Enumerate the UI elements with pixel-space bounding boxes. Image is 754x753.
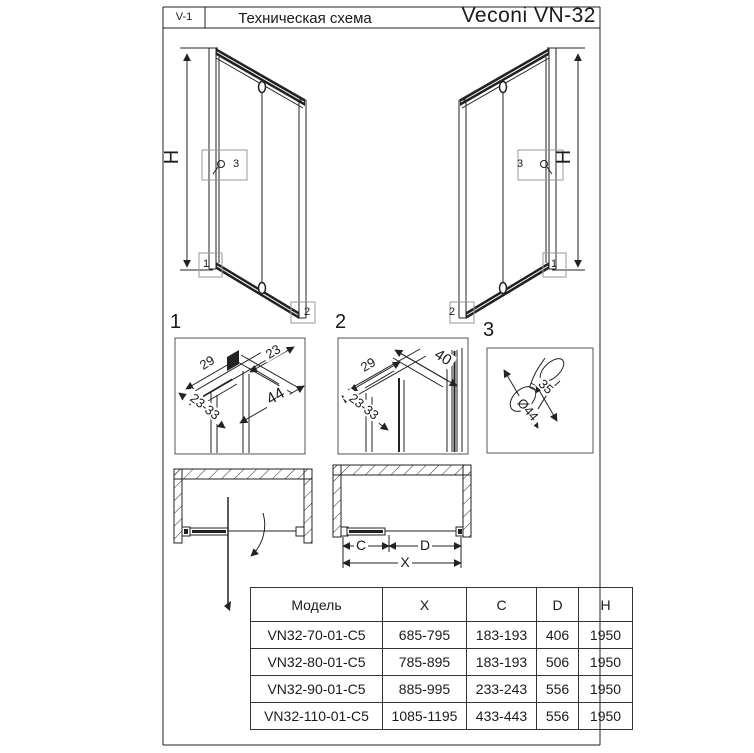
sheet-title: Техническая схема (238, 10, 372, 27)
height-dimension-label-left: H (161, 149, 183, 165)
callout-2-left: 2 (304, 306, 311, 318)
detail-1-dim-29: 29 (194, 351, 220, 373)
size-table-row (251, 622, 633, 649)
detail-1-dim-44: 44 (261, 384, 292, 411)
size-cell: 433-443 (467, 703, 537, 730)
size-table-row (251, 703, 633, 730)
plan-dim-d: D (419, 537, 431, 553)
size-cell: 183-193 (467, 649, 537, 676)
detail-3-dim-35: 35 (535, 376, 557, 397)
size-cell: 1950 (579, 703, 633, 730)
size-cell: 1950 (579, 649, 633, 676)
size-table (250, 587, 633, 730)
callout-3-right: 3 (517, 158, 524, 170)
size-cell: 785-895 (383, 649, 467, 676)
size-table-col-header: H (579, 588, 633, 622)
size-cell: 556 (537, 703, 579, 730)
size-cell: 406 (537, 622, 579, 649)
size-table-row (251, 649, 633, 676)
left-door-drawing (180, 48, 315, 323)
height-dimension-label-right: H (553, 149, 575, 165)
model-cell: VN32-110-01-C5 (251, 703, 383, 730)
size-cell: 556 (537, 676, 579, 703)
size-table-row (251, 676, 633, 703)
size-table-col-header: Модель (251, 588, 383, 622)
plan-dim-c: C (355, 537, 367, 553)
model-cell: VN32-80-01-C5 (251, 649, 383, 676)
detail-2-label: 2 (335, 311, 347, 333)
brand-model-title: Veconi VN-32 (461, 4, 596, 27)
size-table-header (251, 588, 633, 622)
detail-3-drawing (487, 348, 593, 453)
callout-2-right: 2 (449, 306, 456, 318)
detail-1-dim-23: 23 (260, 340, 286, 362)
detail-1-dim-23-33: 23-33 (184, 388, 227, 425)
size-table-col-header: X (383, 588, 467, 622)
size-table-col-header: C (467, 588, 537, 622)
doc-code: V-1 (175, 11, 193, 23)
size-cell: 233-243 (467, 676, 537, 703)
detail-2-dim-29: 29 (355, 353, 381, 375)
detail-1-label: 1 (170, 311, 182, 333)
plan-view-dimensions (333, 465, 471, 568)
size-cell: 506 (537, 649, 579, 676)
callout-3-left: 3 (233, 158, 240, 170)
detail-2-dim-23-33: 23-33 (343, 388, 386, 425)
size-cell: 183-193 (467, 622, 537, 649)
size-table-col-header: D (537, 588, 579, 622)
size-cell: 1085-1195 (383, 703, 467, 730)
size-cell: 1950 (579, 676, 633, 703)
callout-1-left: 1 (203, 258, 210, 270)
size-cell: 1950 (579, 622, 633, 649)
callout-1-right: 1 (551, 258, 558, 270)
size-cell: 885-995 (383, 676, 467, 703)
detail-3-label: 3 (483, 319, 495, 341)
model-cell: VN32-70-01-C5 (251, 622, 383, 649)
size-cell: 685-795 (383, 622, 467, 649)
model-cell: VN32-90-01-C5 (251, 676, 383, 703)
plan-dim-x: X (398, 555, 412, 569)
right-door-drawing (450, 48, 585, 323)
detail-2-dim-40: 40 (429, 345, 457, 371)
detail-3-dim-diameter: Ø44 (513, 393, 544, 426)
